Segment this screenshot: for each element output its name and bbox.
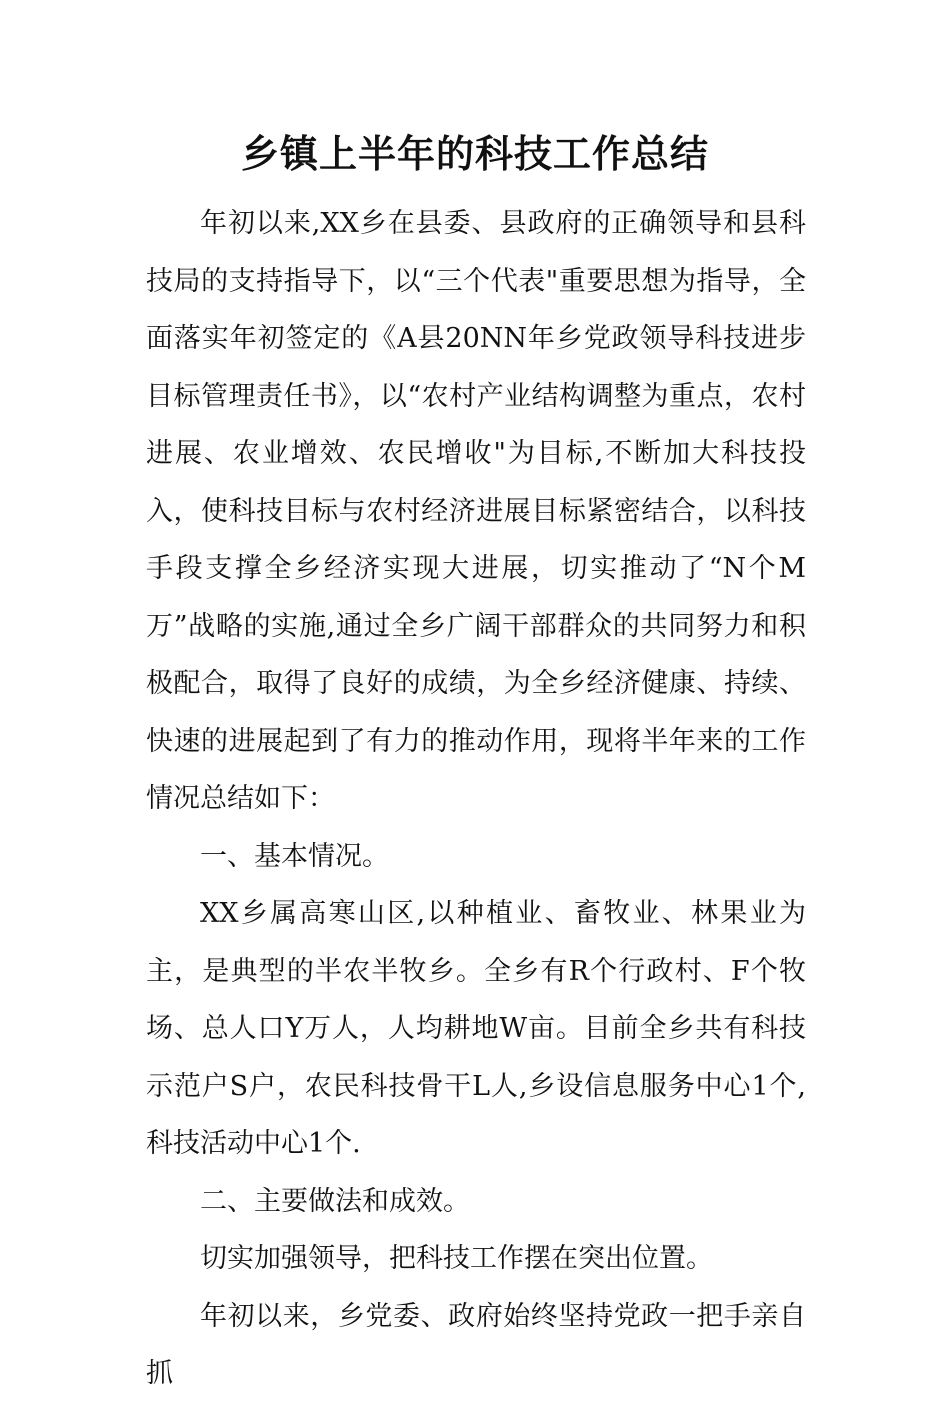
document-title: 乡镇上半年的科技工作总结 — [240, 132, 709, 176]
paragraph-leadership: 年初以来，乡党委、政府始终坚持党政一把手亲自抓 — [146, 1300, 806, 1389]
subheading-leadership: 切实加强领导，把科技工作摆在突出位置。 — [200, 1243, 713, 1274]
heading-main-measures: 二、主要做法和成效。 — [200, 1185, 470, 1217]
paragraph-basic-situation: XX乡属高寒山区,以种植业、畜牧业、林果业为主，是典型的半农半牧乡。全乡有R个行政村、F个牧场、总人口Y万人，人均耕地W亩。目前全乡共有科技示范户S户，农民科技骨干L人,乡设信息服务中心1个,科技活动中心1个. — [146, 898, 806, 1159]
document-body — [146, 195, 806, 1403]
paragraph-intro: 年初以来,XX乡在县委、县政府的正确领导和县科技局的支持指导下，以“三个代表"重要思想为指导，全面落实年初签定的《A县20NN年乡党政领导科技进步目标管理责任书》，以“农村产业结构调整为重点，农村进展、农业增效、农民增收"为目标,不断加大科技投入，使科技目标与农村经济进展目标紧密结合，以科技手段支撑全乡经济实现大进展，切实推动了“N个M万”战略的实施,通过全乡广阔干部群众的共同努力和积极配合，取得了良好的成绩，为全乡经济健康、持续、快速的进展起到了有力的推动作用，现将半年来的工作情况总结如下： — [146, 208, 806, 814]
heading-basic-situation: 一、基本情况。 — [200, 840, 389, 872]
